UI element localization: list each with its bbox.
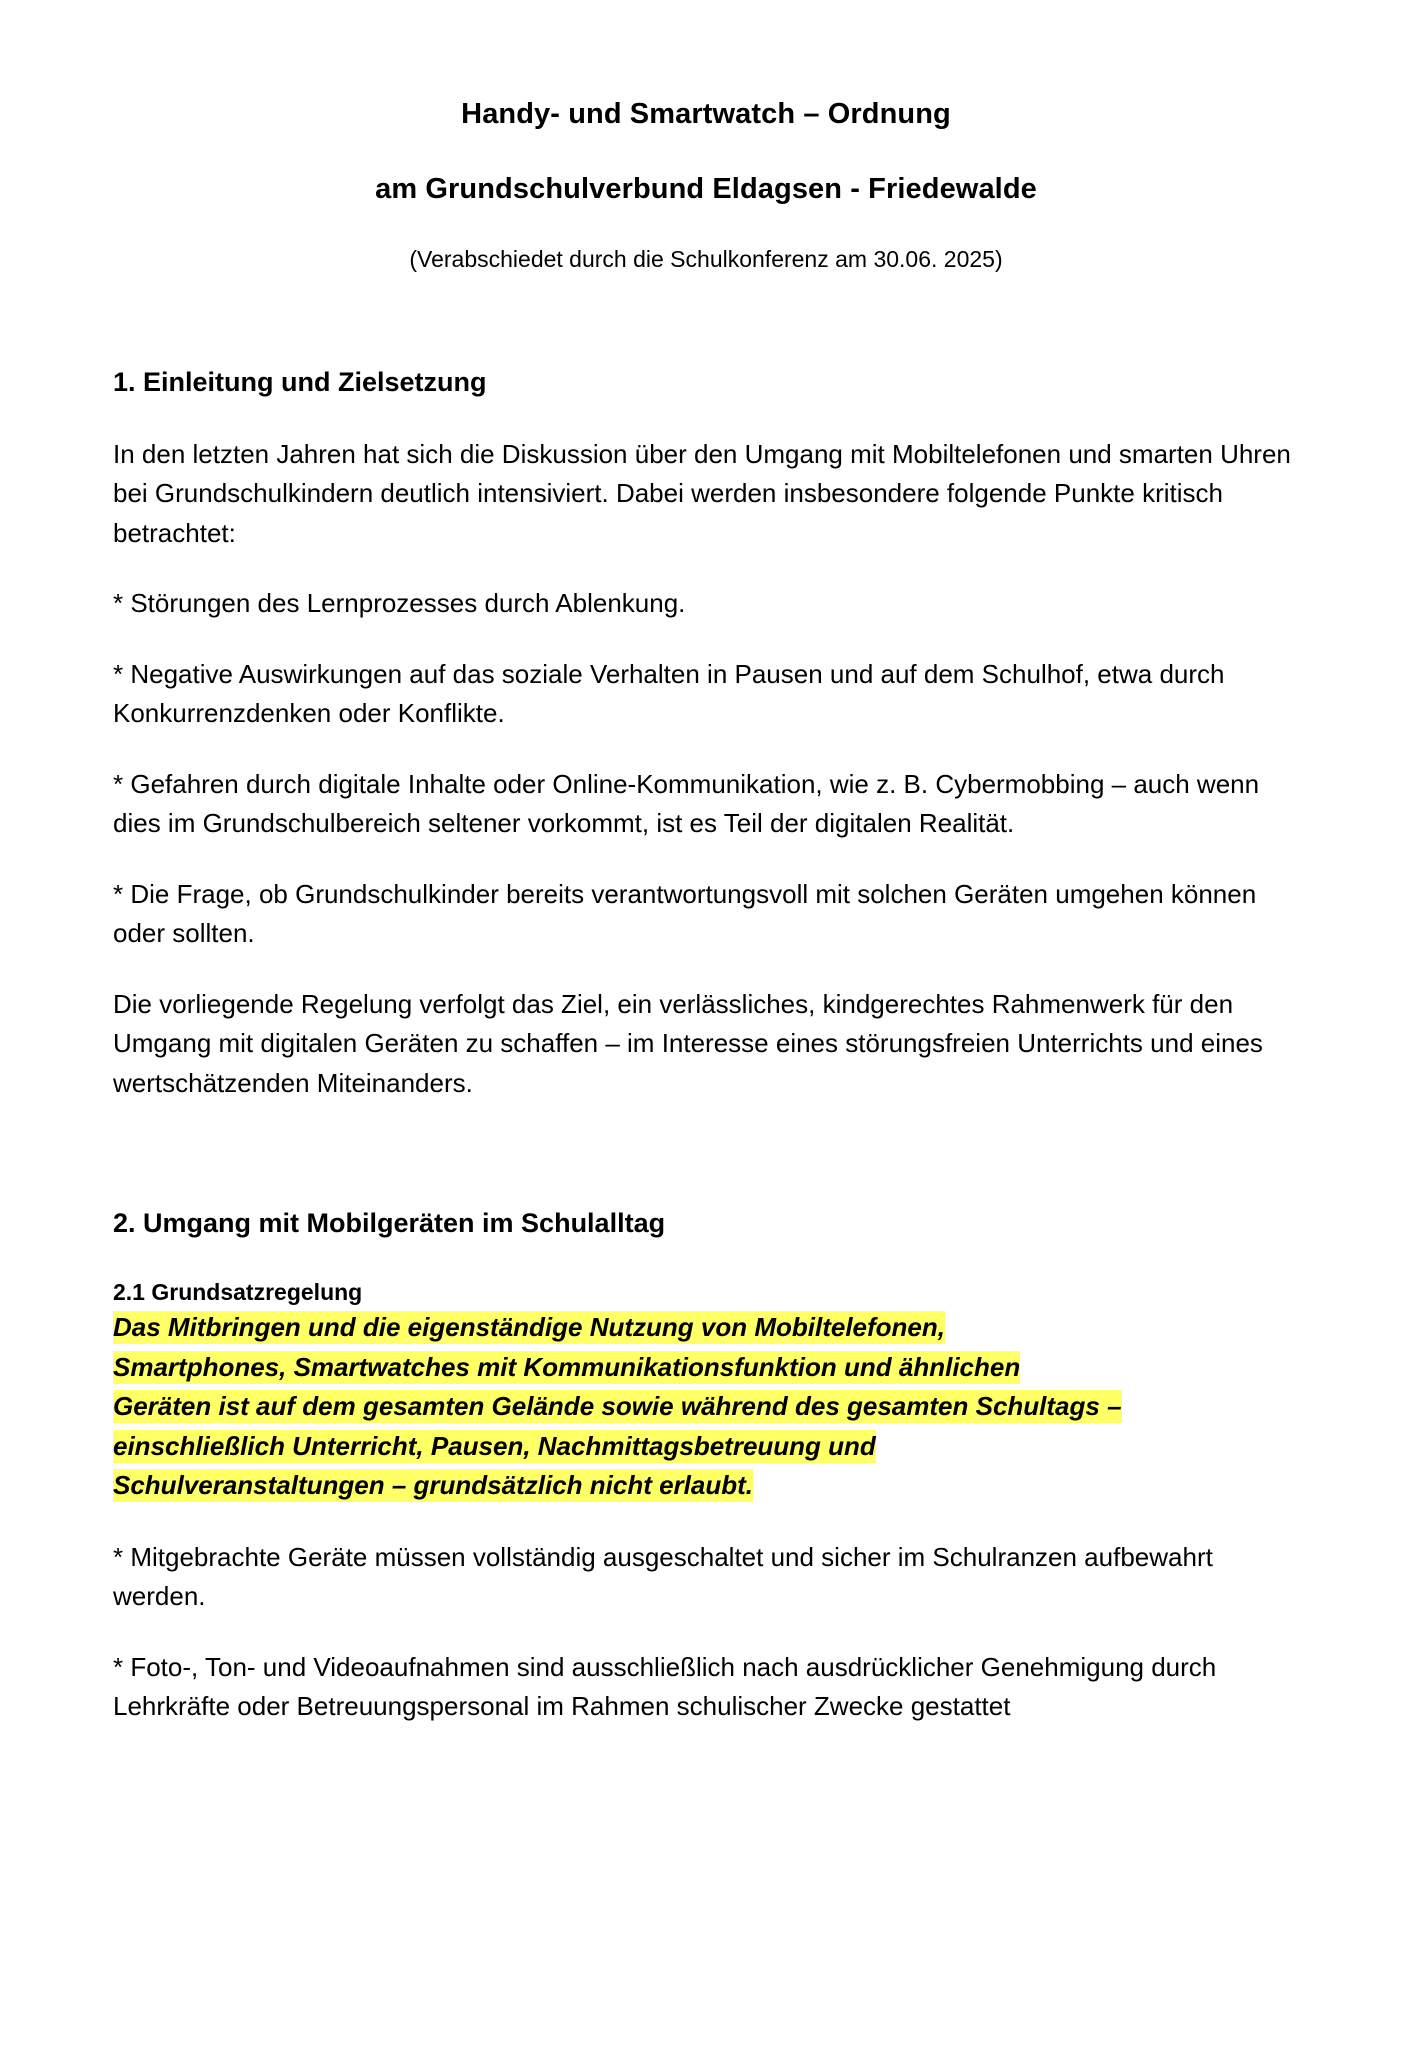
highlight-line-text: Schulveranstaltungen – grundsätzlich nicht erlaubt. — [113, 1470, 753, 1501]
highlight-line — [113, 1466, 1299, 1506]
grundsatzregelung-highlighted-rule — [113, 1308, 1299, 1506]
document-subtitle: am Grundschulverbund Eldagsen - Friedewalde — [375, 172, 1037, 205]
highlight-line — [113, 1348, 1299, 1388]
document-title: Handy- und Smartwatch – Ordnung — [461, 98, 951, 130]
section-2-subheading: 2.1 Grundsatzregelung — [113, 1279, 363, 1306]
section-1-bullet-1: * Störungen des Lernprozesses durch Ablenkung. — [113, 588, 686, 619]
section-2-heading: 2. Umgang mit Mobilgeräten im Schulalltag — [113, 1208, 666, 1239]
section-1-bullet-4: * Die Frage, ob Grundschulkinder bereits verantwortungsvoll mit solchen Geräten umgehen können oder sollten. — [113, 878, 1257, 949]
highlight-line — [113, 1308, 1299, 1348]
document-header — [113, 0, 1299, 275]
section-2-bullet-2: * Foto-, Ton- und Videoaufnahmen sind ausschließlich nach ausdrücklicher Genehmigung durch Lehrkräfte oder Betreuungspersonal im Rahmen schulischer Zwecke gestattet — [113, 1651, 1217, 1722]
section-1-heading: 1. Einleitung und Zielsetzung — [113, 367, 487, 398]
highlight-line — [113, 1427, 1299, 1467]
section-1-closing-paragraph: Die vorliegende Regelung verfolgt das Ziel, ein verlässliches, kindgerechtes Rahmenwerk für den Umgang mit digitalen Geräten zu schaffen – im Interesse eines störungsfreien Unterrichts und eines wertschätzenden Miteinanders. — [113, 988, 1263, 1098]
approval-note: (Verabschiedet durch die Schulkonferenz am 30.06. 2025) — [409, 246, 1003, 273]
highlight-line — [113, 1387, 1299, 1427]
section-2-bullet-1: * Mitgebrachte Geräte müssen vollständig ausgeschaltet und sicher im Schulranzen aufbewahrt werden. — [113, 1541, 1213, 1612]
document-content — [113, 0, 1299, 1727]
highlight-line-text: Smartphones, Smartwatches mit Kommunikationsfunktion und ähnlichen — [113, 1351, 1021, 1382]
highlight-line-text: einschließlich Unterricht, Pausen, Nachmittagsbetreuung und — [113, 1430, 876, 1461]
highlight-line-text: Geräten ist auf dem gesamten Gelände sowie während des gesamten Schultags – — [113, 1391, 1122, 1422]
highlight-line-text: Das Mitbringen und die eigenständige Nutzung von Mobiltelefonen, — [113, 1312, 945, 1343]
section-1-bullet-3: * Gefahren durch digitale Inhalte oder Online-Kommunikation, wie z. B. Cybermobbing – auch wenn dies im Grundschulbereich seltener vorkommt, ist es Teil der digitalen Realität. — [113, 768, 1260, 839]
section-1-intro-paragraph: In den letzten Jahren hat sich die Diskussion über den Umgang mit Mobiltelefonen und smarten Uhren bei Grundschulkindern deutlich intensiviert. Dabei werden insbesondere folgende Punkte kritisch betrachtet: — [113, 438, 1291, 548]
section-1-bullet-2: * Negative Auswirkungen auf das soziale Verhalten in Pausen und auf dem Schulhof, etwa durch Konkurrenzdenken oder Konflikte. — [113, 658, 1225, 729]
